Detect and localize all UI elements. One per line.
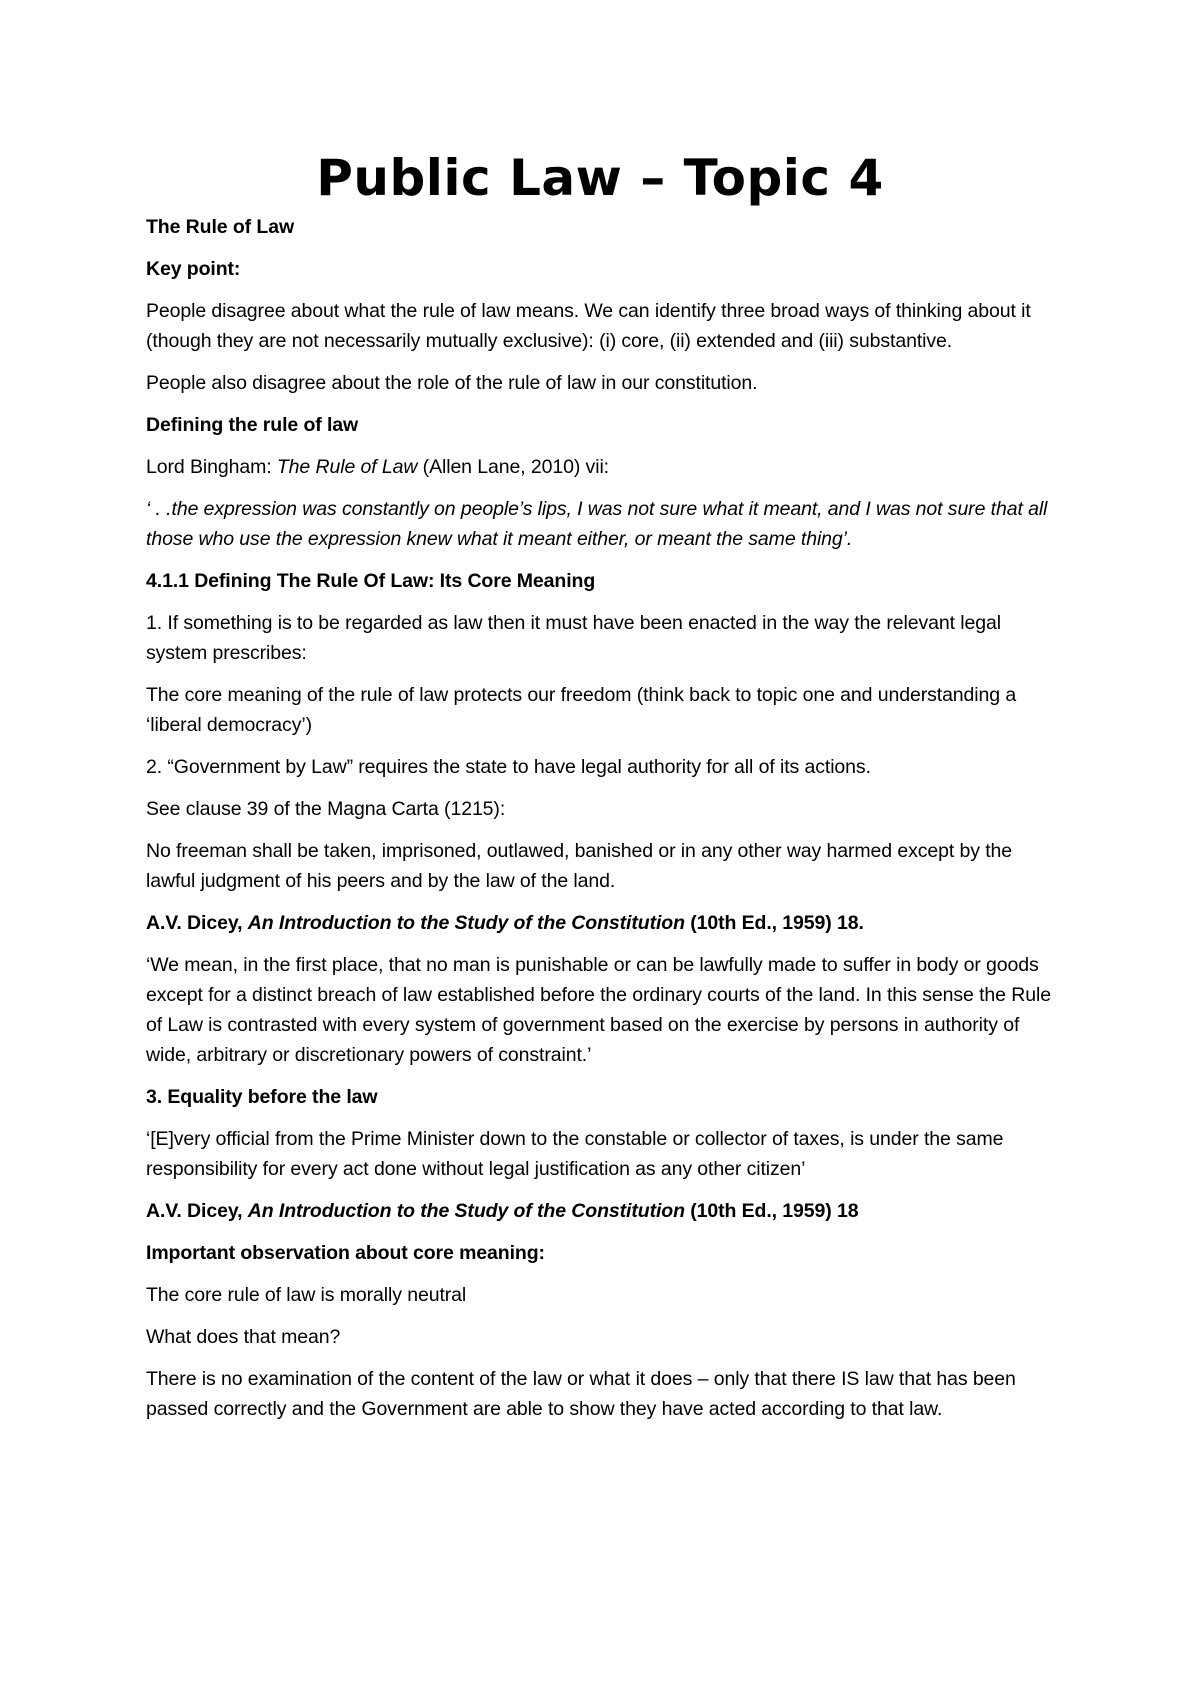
section-heading: 4.1.1 Defining The Rule Of Law: Its Core Meaning (146, 570, 596, 592)
citation-author: Lord Bingham: (146, 456, 277, 478)
key-point-label: Key point: (146, 258, 241, 280)
section-heading: Important observation about core meaning: (146, 1242, 545, 1264)
section-heading: Defining the rule of law (146, 414, 359, 436)
body-paragraph: 1. If something is to be regarded as law then it must have been enacted in the way the relevant legal system prescribes: (146, 612, 1001, 664)
citation-details: (10th Ed., 1959) 18. (684, 912, 864, 934)
quote-paragraph: ‘We mean, in the first place, that no man is punishable or can be lawfully made to suffer in body or goods except for a distinct breach of law established before the ordinary courts of the land. In this sense the Rule of Law is contrasted with every system of government based on the exercise by persons in authority of wide, arbitrary or discretionary powers of constraint.’ (146, 954, 1051, 1066)
citation-author: A.V. Dicey, (146, 1200, 248, 1222)
citation-details: (Allen Lane, 2010) vii: (417, 456, 609, 478)
citation-author: A.V. Dicey, (146, 912, 248, 934)
citation-title: An Introduction to the Study of the Constitution (247, 1200, 685, 1222)
body-paragraph: The core meaning of the rule of law protects our freedom (think back to topic one and understanding a ‘liberal democracy’) (146, 684, 1017, 736)
body-paragraph: The core rule of law is morally neutral (146, 1284, 467, 1306)
document-body (146, 212, 1066, 1436)
citation-title: An Introduction to the Study of the Constitution (247, 912, 685, 934)
body-paragraph: People disagree about what the rule of law means. We can identify three broad ways of thinking about it (though they are not necessarily mutually exclusive): (i) core, (ii) extended and (iii) substantive. (146, 300, 1031, 352)
citation-paragraph (146, 1196, 1066, 1226)
quote-paragraph: ‘ . .the expression was constantly on people’s lips, I was not sure what it meant, and I was not sure that all those who use the expression knew what it meant either, or meant the same thing’. (146, 498, 1048, 550)
section-heading: The Rule of Law (146, 216, 295, 238)
citation-paragraph (146, 452, 1066, 482)
body-paragraph: People also disagree about the role of the rule of law in our constitution. (146, 372, 758, 394)
section-heading: 3. Equality before the law (146, 1086, 378, 1108)
citation-details: (10th Ed., 1959) 18 (684, 1200, 859, 1222)
page-title: Public Law – Topic 4 (316, 149, 884, 207)
quote-paragraph: ‘[E]very official from the Prime Minister down to the constable or collector of taxes, is under the same responsibility for every act done without legal justification as any other citizen’ (146, 1128, 1004, 1180)
citation-title: The Rule of Law (276, 456, 418, 478)
citation-paragraph (146, 908, 1066, 938)
body-paragraph: See clause 39 of the Magna Carta (1215): (146, 798, 506, 820)
body-paragraph: What does that mean? (146, 1326, 341, 1348)
body-paragraph: 2. “Government by Law” requires the state to have legal authority for all of its actions. (146, 756, 871, 778)
body-paragraph: There is no examination of the content of the law or what it does – only that there IS law that has been passed correctly and the Government are able to show they have acted according to that law. (146, 1368, 1016, 1420)
quote-paragraph: No freeman shall be taken, imprisoned, outlawed, banished or in any other way harmed except by the lawful judgment of his peers and by the law of the land. (146, 840, 1013, 892)
